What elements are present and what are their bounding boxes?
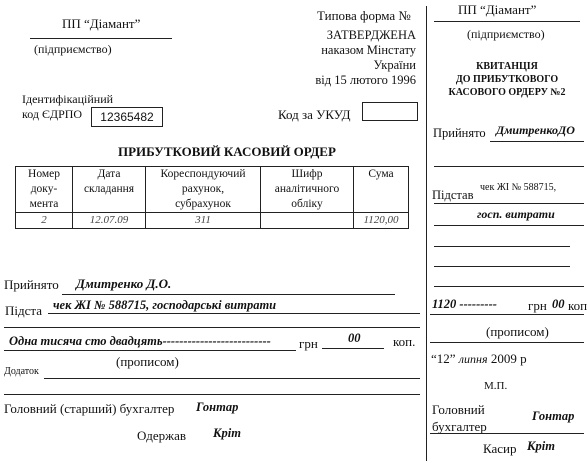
receipt-org-caption: (підприємство)	[467, 27, 545, 41]
approval-line: наказом Мінстату	[321, 43, 416, 57]
received-label: Прийнято	[4, 277, 59, 292]
edrpou-label: Ідентифікаційний код ЄДРПО	[22, 92, 114, 121]
org-underline	[30, 38, 172, 39]
basis-value[interactable]: чек ЖІ № 588715, господарські витрати	[53, 298, 277, 312]
approval-line: України	[373, 58, 416, 72]
ukud-code-box	[362, 102, 418, 121]
approval-line: ЗАТВЕРДЖЕНА	[326, 28, 416, 42]
header-analytics-code: Шифр аналітичного обліку	[261, 167, 354, 213]
form-number-label: Типова форма №	[317, 8, 411, 23]
date-month: липня	[458, 352, 488, 366]
receipt-basis-line1[interactable]: чек ЖІ № 588715,	[480, 182, 557, 193]
cell-analytics-code	[261, 213, 354, 229]
amount-in-words[interactable]: Одна тисяча сто двадцять--------------------------	[9, 334, 271, 348]
date-year: 2009 р	[490, 351, 527, 366]
receipt-basis-label: Підстав	[432, 188, 474, 202]
header-doc-number: Номер доку- мента	[16, 167, 73, 213]
receipt-chief-label: Головний бухгалтер	[432, 402, 487, 434]
cut-line	[426, 6, 427, 461]
receipt-date[interactable]	[431, 351, 527, 367]
stamp-place: М.П.	[484, 380, 508, 392]
receipt-title: КВИТАНЦІЯ ДО ПРИБУТКОВОГО КАСОВОГО ОРДЕРУ №2	[448, 61, 566, 98]
header-sum: Сума	[354, 167, 409, 213]
cell-corr-account: 311	[146, 213, 261, 229]
receipt-amount[interactable]: 1120 ---------	[432, 297, 497, 311]
table-header-row	[16, 167, 409, 213]
receiver-signature[interactable]: Кріт	[213, 426, 241, 440]
ukud-label: Код за УКУД	[278, 107, 351, 122]
approval-block	[300, 28, 416, 88]
receipt-basis-line2[interactable]: госп. витрати	[477, 207, 555, 221]
cell-sum: 1120,00	[354, 213, 409, 229]
cashier-label: Касир	[483, 441, 517, 456]
kop-value[interactable]: 00	[348, 331, 361, 345]
approval-line: від 15 лютого 1996	[315, 73, 416, 87]
chief-accountant-signature[interactable]: Гонтар	[196, 400, 239, 414]
cell-date: 12.07.09	[73, 213, 146, 229]
order-table	[15, 166, 409, 229]
receipt-received-value[interactable]: ДмитренкоДО	[496, 123, 575, 137]
receipt-kop-value[interactable]: 00	[552, 297, 565, 311]
table-row	[16, 213, 409, 229]
org-name: ПП “Діамант”	[62, 16, 141, 31]
receipt-received-label: Прийнято	[433, 126, 486, 140]
receipt-currency: грн	[528, 298, 547, 313]
cell-doc-number: 2	[16, 213, 73, 229]
chief-accountant-label: Головний (старший) бухгалтер	[4, 401, 175, 416]
receipt-in-words: (прописом)	[486, 324, 549, 339]
edrpou-code-box: 12365482	[91, 107, 163, 127]
org-caption: (підприємство)	[34, 42, 112, 56]
cashier-signature[interactable]: Кріт	[527, 439, 555, 453]
currency-label: грн	[299, 336, 318, 351]
appendix-label: Додаток	[4, 366, 39, 377]
receiver-label: Одержав	[137, 428, 186, 443]
document-title: ПРИБУТКОВИЙ КАСОВИЙ ОРДЕР	[118, 144, 336, 159]
header-date: Дата складання	[73, 167, 146, 213]
received-value[interactable]: Дмитренко Д.О.	[76, 276, 172, 291]
date-day: “12”	[431, 351, 456, 366]
receipt-chief-signature[interactable]: Гонтар	[532, 409, 575, 423]
in-words-caption: (прописом)	[116, 354, 179, 369]
basis-label: Підста	[5, 303, 42, 318]
header-corr-account: Кореспондуючий рахунок, субрахунок	[146, 167, 261, 213]
kop-label: коп.	[393, 334, 416, 349]
receipt-org-name: ПП “Діамант”	[458, 2, 537, 17]
receipt-kop-label: коп	[568, 298, 588, 313]
